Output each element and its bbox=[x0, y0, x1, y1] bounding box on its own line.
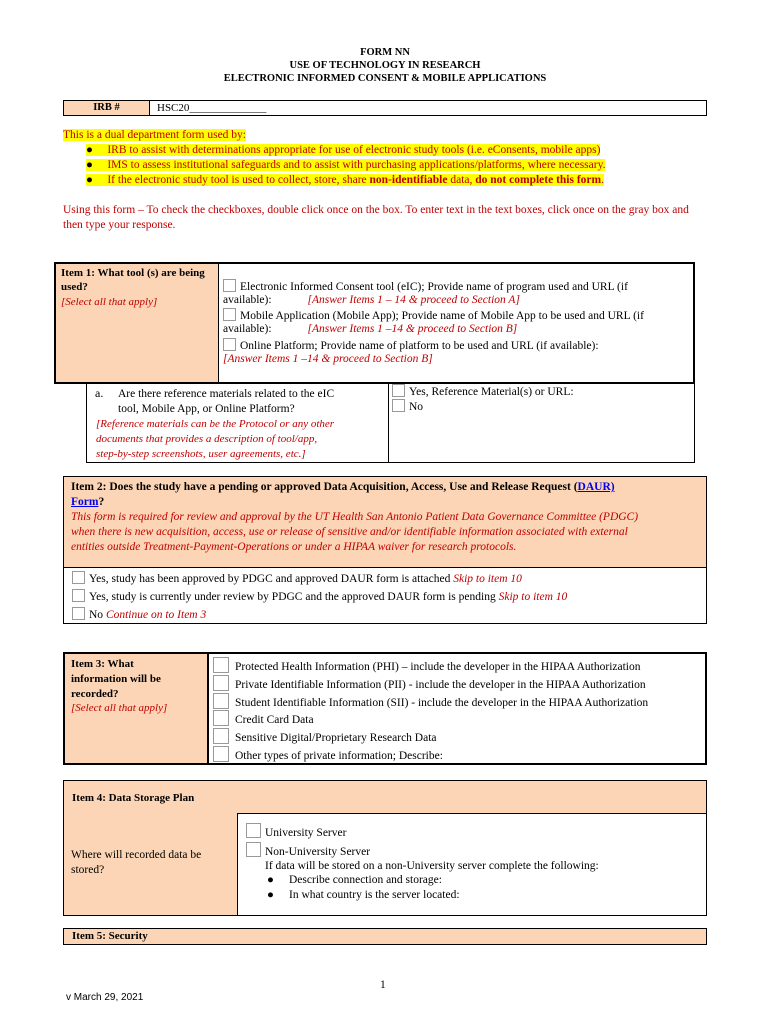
checkbox[interactable] bbox=[223, 279, 236, 292]
item3-option-label: Protected Health Information (PHI) – include the developer in the HIPAA Authorization bbox=[235, 661, 641, 673]
item4-header bbox=[63, 780, 707, 814]
item4-question: Where will recorded data be stored? bbox=[71, 849, 202, 876]
item3-label-cell bbox=[65, 654, 209, 763]
item2-header bbox=[63, 476, 707, 568]
form-title: USE OF TECHNOLOGY IN RESEARCH bbox=[289, 60, 481, 71]
item1-option-eic-cont: available): [Answer Items 1 – 14 & proceed to Section A] bbox=[223, 294, 520, 306]
irb-row bbox=[63, 100, 707, 116]
instructions: Using this form – To check the checkboxes, double click once on the box. To enter text in the text boxes, click once on the gray box and then type your response. bbox=[63, 204, 689, 231]
item2-title: Item 2: Does the study have a pending or approved Data Acquisition, Access, Use and Release Request (DAUR) Form? bbox=[71, 481, 615, 508]
item5-header bbox=[63, 928, 707, 945]
item1-hint: [Select all that apply] bbox=[61, 296, 158, 308]
item2-option-no[interactable]: No Continue on to Item 3 bbox=[72, 607, 206, 621]
checkbox[interactable] bbox=[392, 399, 405, 412]
item1a-option-yes[interactable]: Yes, Reference Material(s) or URL: bbox=[392, 384, 574, 398]
item3-box bbox=[63, 652, 707, 765]
item1-title: Item 1: What tool (s) are being used? bbox=[61, 267, 205, 293]
item4-body bbox=[63, 813, 707, 916]
item3-title: Item 3: What information will be recorded? bbox=[71, 658, 161, 700]
item1-option-mobile-app[interactable]: Mobile Application (Mobile App); Provide name of Mobile App to be used and URL (if bbox=[223, 308, 644, 322]
item4-option-non-university[interactable]: Non-University Server bbox=[246, 842, 370, 858]
item2-description: This form is required for review and approval by the UT Health San Antonio Patient Data Governance Committee (PDGC) when there is new acquisition, access, use or release of sensitive and/or identifiable information associated with external entities outside Treatment-Payment-Operations or under a HIPAA waiver for research protocols. bbox=[71, 511, 639, 553]
item1-box bbox=[54, 262, 695, 384]
checkbox[interactable] bbox=[213, 746, 229, 762]
intro-lead: This is a dual department form used by: bbox=[63, 129, 247, 141]
daur-link[interactable]: DAUR) bbox=[577, 481, 615, 493]
checkbox[interactable] bbox=[213, 728, 229, 744]
item4-note: If data will be stored on a non-University server complete the following: bbox=[265, 860, 599, 872]
item3-option[interactable] bbox=[213, 693, 648, 710]
item3-option[interactable] bbox=[213, 746, 443, 763]
checkbox[interactable] bbox=[213, 710, 229, 726]
form-number: FORM NN bbox=[360, 47, 410, 58]
item1-label-cell bbox=[56, 264, 219, 382]
item1a-option-no[interactable]: No bbox=[392, 399, 423, 413]
item3-option-label: Sensitive Digital/Proprietary Research Data bbox=[235, 732, 437, 745]
item3-hint: [Select all that apply] bbox=[71, 702, 168, 714]
intro-bullet-3: ● If the electronic study tool is used to collect, store, share non-identifiable data, do not complete this form. bbox=[86, 174, 604, 186]
irb-label: IRB # bbox=[64, 101, 150, 115]
item2-option-under-review[interactable]: Yes, study is currently under review by PDGC and the approved DAUR form is pending Skip to item 10 bbox=[72, 589, 567, 603]
item4-bullet-country: ● In what country is the server located: bbox=[267, 889, 460, 901]
item4-title: Item 4: Data Storage Plan bbox=[72, 792, 195, 804]
item1-option-eic[interactable]: Electronic Informed Consent tool (eIC); Provide name of program used and URL (if bbox=[223, 279, 628, 293]
item3-option[interactable] bbox=[213, 657, 641, 674]
checkbox[interactable] bbox=[246, 842, 261, 857]
checkbox[interactable] bbox=[246, 823, 261, 838]
item3-option-label: Credit Card Data bbox=[235, 714, 314, 727]
item1-option-online-note: [Answer Items 1 –14 & proceed to Section B] bbox=[223, 353, 433, 365]
checkbox[interactable] bbox=[223, 308, 236, 321]
item4-option-university[interactable]: University Server bbox=[246, 823, 346, 839]
checkbox[interactable] bbox=[223, 338, 236, 351]
item1a-letter: a. bbox=[95, 386, 104, 400]
intro-bullet-2: ● IMS to assess institutional safeguards and to assist with purchasing applications/platforms, where necessary. bbox=[86, 159, 606, 171]
version-date: v March 29, 2021 bbox=[66, 992, 144, 1003]
item3-option-label: Other types of private information; Describe: bbox=[235, 750, 443, 762]
checkbox[interactable] bbox=[72, 607, 85, 620]
checkbox[interactable] bbox=[213, 657, 229, 673]
item1a-question: Are there reference materials related to the eIC tool, Mobile App, or Online Platform? bbox=[118, 388, 335, 415]
irb-number-field[interactable]: HSC20______________ bbox=[157, 102, 267, 114]
checkbox[interactable] bbox=[213, 693, 229, 709]
item1a-note: [Reference materials can be the Protocol or any other documents that provides a description of tool/app, step-by-step screenshots, user agreements, etc.] bbox=[96, 418, 335, 460]
checkbox[interactable] bbox=[213, 675, 229, 691]
item1-option-online[interactable]: Online Platform; Provide name of platform to be used and URL (if available): bbox=[223, 338, 599, 352]
item2-option-approved[interactable]: Yes, study has been approved by PDGC and approved DAUR form is attached Skip to item 10 bbox=[72, 571, 522, 585]
item4-question-cell bbox=[64, 813, 238, 915]
item3-option[interactable] bbox=[213, 675, 646, 692]
item3-option-label: Student Identifiable Information (SII) - include the developer in the HIPAA Authorization bbox=[235, 696, 649, 709]
item1-option-mobile-cont: available): [Answer Items 1 –14 & proceed to Section B] bbox=[223, 323, 518, 335]
form-subtitle: ELECTRONIC INFORMED CONSENT & MOBILE APPLICATIONS bbox=[223, 73, 547, 84]
intro-bullet-1: ● IRB to assist with determinations appropriate for use of electronic study tools (i.e. eConsents, mobile apps) bbox=[86, 144, 601, 156]
checkbox[interactable] bbox=[72, 571, 85, 584]
item5-title: Item 5: Security bbox=[72, 930, 148, 942]
item2-options bbox=[63, 567, 707, 624]
page-number: 1 bbox=[380, 979, 386, 991]
checkbox[interactable] bbox=[392, 384, 405, 397]
daur-form-link[interactable]: Form bbox=[71, 496, 99, 508]
item4-bullet-connection: ● Describe connection and storage: bbox=[267, 874, 442, 886]
checkbox[interactable] bbox=[72, 589, 85, 602]
item1a-box bbox=[86, 383, 695, 463]
item3-option[interactable] bbox=[213, 710, 314, 727]
item3-option[interactable] bbox=[213, 728, 437, 745]
item3-option-label: Private Identifiable Information (PII) - include the developer in the HIPAA Authorization bbox=[235, 678, 646, 691]
